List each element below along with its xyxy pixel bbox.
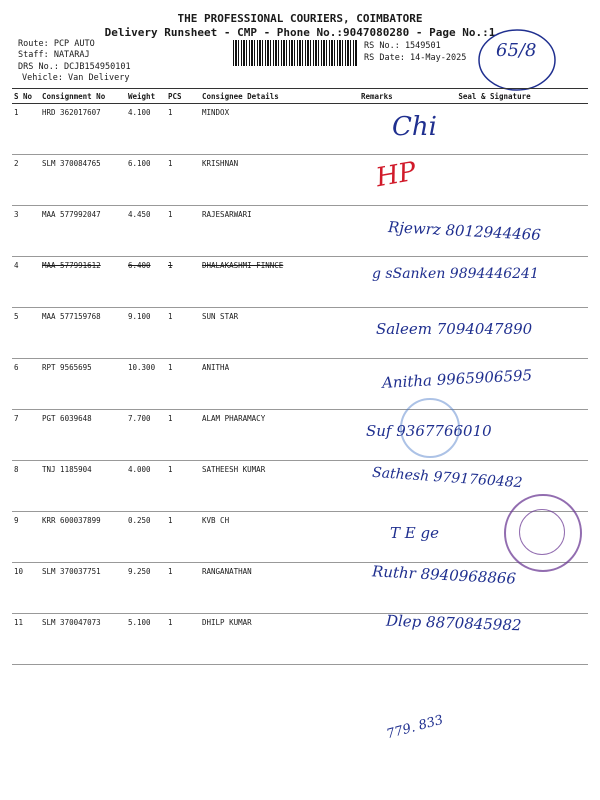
row-consignment: MAA 577991612: [40, 257, 126, 308]
row-sno: 4: [12, 257, 40, 308]
col-weight: Weight: [126, 89, 166, 104]
row-weight: 4.100: [126, 104, 166, 155]
signature-row-7: Suf 9367766010: [366, 422, 492, 440]
row-sno: 1: [12, 104, 40, 155]
table-row: [12, 512, 588, 563]
row-sno: 9: [12, 512, 40, 563]
row-consignment: RPT 9565695: [40, 359, 126, 410]
row-pcs: 1: [166, 155, 200, 206]
row-consignee: RAJESARWARI: [200, 206, 359, 257]
row-weight: 6.100: [126, 155, 166, 206]
page-mark: 65/8: [496, 40, 537, 61]
row-consignment: HRD 362017607: [40, 104, 126, 155]
row-pcs: 1: [166, 512, 200, 563]
signature-row-1: Chi: [392, 112, 437, 142]
row-consignee: SUN STAR: [200, 308, 359, 359]
row-consignment: SLM 370037751: [40, 563, 126, 614]
row-consignee: SATHEESH KUMAR: [200, 461, 359, 512]
row-weight: 0.250: [126, 512, 166, 563]
row-pcs: 1: [166, 257, 200, 308]
row-weight: 7.700: [126, 410, 166, 461]
row-sno: 8: [12, 461, 40, 512]
rs-date: RS Date: 14-May-2025: [364, 53, 467, 63]
col-signature: Seal & Signature: [401, 89, 588, 104]
row-sno: 10: [12, 563, 40, 614]
row-pcs: 1: [166, 563, 200, 614]
col-sno: S No: [12, 89, 40, 104]
row-sno: 7: [12, 410, 40, 461]
row-consignee: RANGANATHAN: [200, 563, 359, 614]
row-weight: 5.100: [126, 614, 166, 665]
row-pcs: 1: [166, 104, 200, 155]
col-remarks: Remarks: [359, 89, 401, 104]
row-consignee: DHALAKASHMI FINNCE: [200, 257, 359, 308]
row-weight: 4.000: [126, 461, 166, 512]
row-pcs: 1: [166, 614, 200, 665]
row-pcs: 1: [166, 461, 200, 512]
staff-text: Staff: NATARAJ: [18, 50, 90, 60]
row-consignee: ALAM PHARAMACY: [200, 410, 359, 461]
table-row: [12, 155, 588, 206]
hp-red-mark: HP: [373, 156, 419, 194]
row-consignee: KRISHNAN: [200, 155, 359, 206]
table-row: [12, 410, 588, 461]
row-sno: 5: [12, 308, 40, 359]
table-header-row: [12, 89, 588, 104]
signature-row-10: Ruthr 8940968866: [371, 562, 517, 588]
row-consignee: KVB CH: [200, 512, 359, 563]
bank-seal-inner-ring: [519, 509, 565, 555]
row-consignment: PGT 6039648: [40, 410, 126, 461]
barcode-image: [233, 40, 357, 66]
row-weight: 10.300: [126, 359, 166, 410]
row-pcs: 1: [166, 206, 200, 257]
runsheet-title: Delivery Runsheet - CMP - Phone No.:9047080280 - Page No.:1: [104, 26, 496, 39]
row-consignment: TNJ 1185904: [40, 461, 126, 512]
table-row: [12, 104, 588, 155]
signature-row-11: Dlep 8870845982: [385, 611, 522, 635]
route-text: Route: PCP AUTO: [18, 39, 95, 49]
row-consignment: MAA 577159768: [40, 308, 126, 359]
company-title: THE PROFESSIONAL COURIERS, COIMBATORE: [177, 12, 423, 25]
drs-number: DRS No.: DCJB154950101: [18, 62, 131, 72]
signature-row-9: T E ge: [390, 524, 439, 542]
rs-number: RS No.: 1549501: [364, 41, 441, 51]
row-pcs: 1: [166, 308, 200, 359]
vehicle-text: Vehicle: Van Delivery: [22, 73, 130, 83]
row-consignment: KRR 600037899: [40, 512, 126, 563]
bottom-handwritten-note: 779. 833: [385, 712, 445, 743]
signature-row-8: Sathesh 9791760482: [371, 464, 523, 492]
row-consignment: SLM 370084765: [40, 155, 126, 206]
row-pcs: 1: [166, 410, 200, 461]
row-consignment: MAA 577992047: [40, 206, 126, 257]
row-sno: 6: [12, 359, 40, 410]
row-weight: 4.450: [126, 206, 166, 257]
signature-row-6: Anitha 9965906595: [381, 366, 533, 392]
signature-row-5: Saleem 7094047890: [376, 320, 533, 338]
row-weight: 6.400: [126, 257, 166, 308]
table-row: [12, 257, 588, 308]
row-consignment: SLM 370047073: [40, 614, 126, 665]
row-consignee: DHILP KUMAR: [200, 614, 359, 665]
row-sno: 2: [12, 155, 40, 206]
signature-row-4: g sSanken 9894446241: [372, 266, 539, 282]
col-pcs: PCS: [166, 89, 200, 104]
row-consignee: ANITHA: [200, 359, 359, 410]
row-sno: 11: [12, 614, 40, 665]
row-weight: 9.100: [126, 308, 166, 359]
row-consignee: MINDOX: [200, 104, 359, 155]
col-consignment: Consignment No: [40, 89, 126, 104]
row-sno: 3: [12, 206, 40, 257]
row-pcs: 1: [166, 359, 200, 410]
signature-row-3: Rjewrz 8012944466: [387, 218, 542, 244]
row-weight: 9.250: [126, 563, 166, 614]
col-consignee: Consignee Details: [200, 89, 359, 104]
